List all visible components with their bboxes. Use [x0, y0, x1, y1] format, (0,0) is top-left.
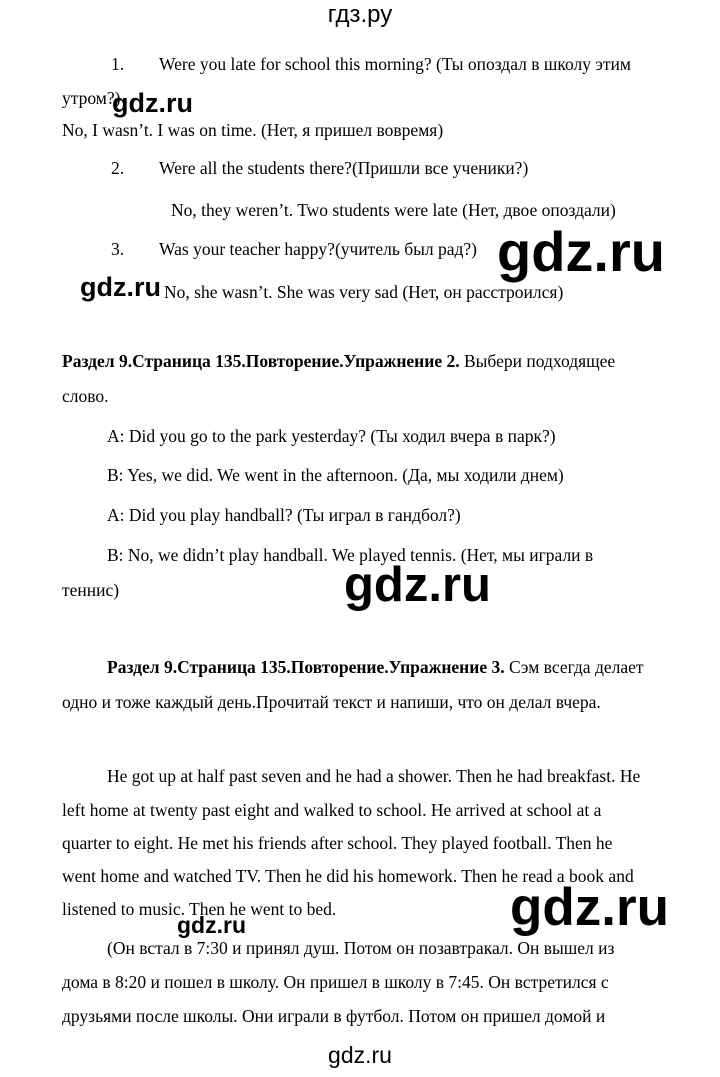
ex3-heading: Раздел 9.Страница 135.Повторение.Упражнение 3.: [107, 657, 505, 677]
ex3-text-line: left home at twenty past eight and walked to school. He arrived at school at a: [62, 800, 602, 820]
ex2-line: A: Did you go to the park yesterday? (Ты ходил вчера в парк?): [107, 426, 556, 446]
q3: Was your teacher happy?(учитель был рад?): [159, 239, 477, 259]
ex3-instruction-line2: одно и тоже каждый день.Прочитай текст и напиши, что он делал вчера.: [62, 692, 601, 712]
ex3-translation-line: (Он встал в 7:30 и принял душ. Потом он позавтракал. Он вышел из: [107, 938, 615, 958]
ex2-line: A: Did you play handball? (Ты играл в гандбол?): [107, 505, 461, 525]
ex3-text-line: quarter to eight. He met his friends after school. They played football. Then he: [62, 833, 613, 853]
ex3-translation-line: дома в 8:20 и пошел в школу. Он пришел в школу в 7:45. Он встретился с: [62, 972, 609, 992]
ex3-translation-line: друзьями после школы. Они играли в футбол. Потом он пришел домой и: [62, 1006, 606, 1026]
ex2-heading-line: [62, 351, 615, 371]
q2-number: 2.: [111, 158, 125, 178]
ex3-heading-line: [107, 657, 644, 677]
ex3-text-line: went home and watched TV. Then he did his homework. Then he read a book and: [62, 866, 634, 886]
a3: No, she wasn’t. She was very sad (Нет, он расстроился): [164, 282, 564, 302]
ex2-line: B: Yes, we did. We went in the afternoon. (Да, мы ходили днем): [107, 465, 564, 485]
q1-line1: Were you late for school this morning? (Ты опоздал в школу этим: [159, 54, 631, 74]
q2: Were all the students there?(Пришли все ученики?): [159, 158, 529, 178]
ex3-text-line: He got up at half past seven and he had a shower. Then he had breakfast. He: [107, 766, 641, 786]
q1-line2: утром?): [62, 88, 121, 108]
site-header: гдз.ру: [327, 1, 393, 28]
q3-number: 3.: [111, 239, 125, 259]
watermark: gdz.ru: [344, 558, 491, 612]
ex3-instruction: Сэм всегда делает: [508, 657, 644, 677]
watermark: gdz.ru: [497, 220, 665, 283]
watermark: gdz.ru: [177, 912, 246, 938]
site-footer: gdz.ru: [328, 1042, 392, 1068]
ex3-text-line: listened to music. Then he went to bed.: [62, 899, 337, 919]
ex2-instruction-line2: слово.: [62, 386, 109, 406]
a1: No, I wasn’t. I was on time. (Нет, я пришел вовремя): [62, 120, 444, 140]
ex2-heading: Раздел 9.Страница 135.Повторение.Упражнение 2.: [62, 351, 460, 371]
watermark: gdz.ru: [112, 88, 193, 118]
watermark: gdz.ru: [510, 878, 669, 937]
ex2-instruction: Выбери подходящее: [463, 351, 616, 371]
q1-number: 1.: [111, 54, 125, 74]
watermark: gdz.ru: [80, 272, 161, 302]
ex2-line: теннис): [62, 580, 120, 600]
ex2-line: B: No, we didn’t play handball. We played tennis. (Нет, мы играли в: [107, 545, 594, 565]
a2: No, they weren’t. Two students were late (Нет, двое опоздали): [171, 200, 616, 220]
